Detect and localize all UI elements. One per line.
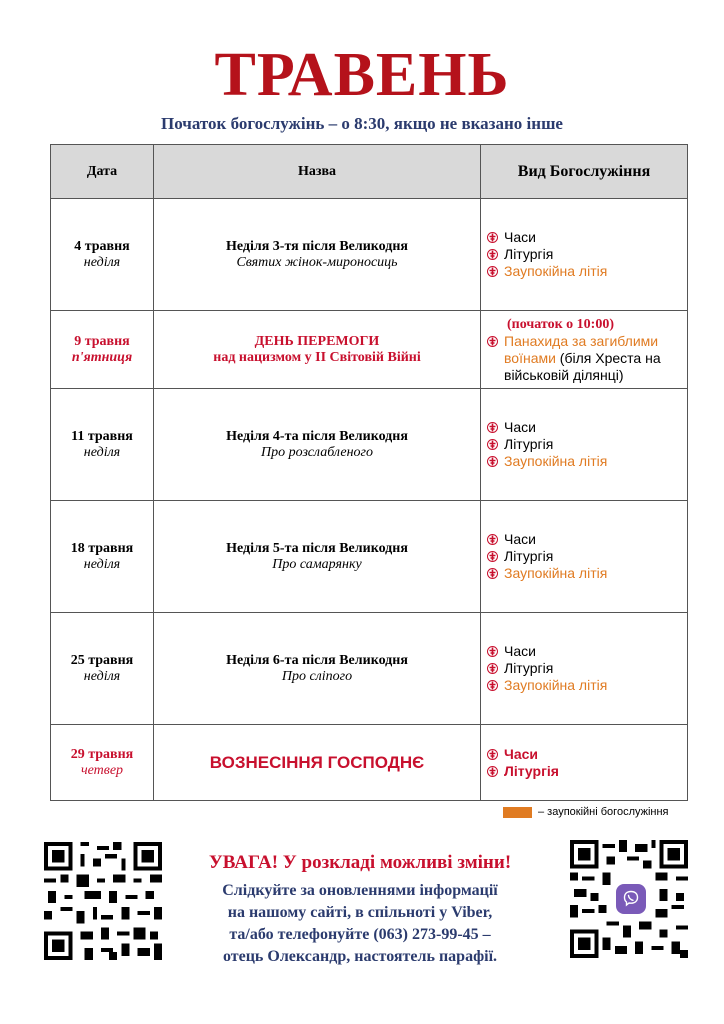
service-item xyxy=(487,677,687,694)
table-row xyxy=(51,613,688,725)
schedule-table xyxy=(50,144,688,801)
service-label: Часи xyxy=(504,419,536,435)
date-day: 9 травня xyxy=(74,333,130,349)
service-label: Часи xyxy=(504,643,536,659)
service-location: (біля Хреста на військовій ділянці) xyxy=(504,349,661,383)
orthodox-cross-icon xyxy=(487,646,498,657)
service-label: Заупокійна літія xyxy=(504,565,608,581)
feast-name: ВОЗНЕСІННЯ ГОСПОДНЄ xyxy=(209,752,425,772)
service-item xyxy=(487,333,687,384)
service-label: Літургія xyxy=(504,246,554,262)
date-weekday: неділя xyxy=(83,254,121,270)
date-cell xyxy=(51,725,154,801)
service-label: Літургія xyxy=(504,548,554,564)
date-day: 4 травня xyxy=(74,238,130,254)
service-item xyxy=(487,763,687,780)
table-row xyxy=(51,199,688,311)
table-header-row xyxy=(51,145,688,199)
date-cell xyxy=(51,613,154,725)
service-item xyxy=(487,419,687,436)
feast-name: Неділя 3-тя після Великодня xyxy=(225,238,409,254)
notice-block xyxy=(170,852,550,968)
feast-subname: Про самарянку xyxy=(272,556,362,572)
qr-code-icon[interactable] xyxy=(44,842,162,960)
column-header-service: Вид Богослужіння xyxy=(481,145,688,199)
date-day: 29 травня xyxy=(70,746,134,762)
date-cell xyxy=(51,389,154,501)
notice-line: отець Олександр, настоятель парафії. xyxy=(222,948,498,965)
page-subtitle: Початок богослужінь – о 8:30, якщо не вказано інше xyxy=(161,114,563,133)
column-header-date: Дата xyxy=(51,145,154,199)
notice-line: Слідкуйте за оновленнями інформації xyxy=(222,882,498,899)
page-title: ТРАВЕНЬ xyxy=(214,41,510,109)
date-weekday: неділя xyxy=(83,668,121,684)
feast-subname: над нацизмом у ІІ Світовій Війні xyxy=(213,349,421,365)
start-time-note: (початок о 10:00) xyxy=(507,316,614,332)
service-item xyxy=(487,436,687,453)
service-item xyxy=(487,660,687,677)
feast-subname: Про розслабленого xyxy=(261,444,373,460)
service-item xyxy=(487,453,687,470)
name-cell xyxy=(154,199,481,311)
service-item xyxy=(487,263,687,280)
date-weekday: п'ятниця xyxy=(71,349,133,365)
orthodox-cross-icon xyxy=(487,456,498,467)
name-cell xyxy=(154,501,481,613)
feast-name: ДЕНЬ ПЕРЕМОГИ xyxy=(254,333,380,349)
orthodox-cross-icon xyxy=(487,439,498,450)
service-label xyxy=(504,333,687,384)
orthodox-cross-icon xyxy=(487,422,498,433)
name-cell xyxy=(154,725,481,801)
orthodox-cross-icon xyxy=(487,232,498,243)
service-cell xyxy=(481,311,688,389)
service-label: Заупокійна літія xyxy=(504,677,608,693)
service-item xyxy=(487,246,687,263)
service-cell xyxy=(481,725,688,801)
service-cell xyxy=(481,613,688,725)
feast-name: Неділя 6-та після Великодня xyxy=(226,652,408,668)
date-day: 25 травня xyxy=(70,652,134,668)
legend-swatch xyxy=(503,807,532,818)
orthodox-cross-icon xyxy=(487,663,498,674)
service-label: Літургія xyxy=(504,762,559,779)
service-cell xyxy=(481,199,688,311)
name-cell xyxy=(154,311,481,389)
service-label: Часи xyxy=(504,531,536,547)
viber-icon xyxy=(616,884,646,914)
orthodox-cross-icon xyxy=(487,249,498,260)
service-item xyxy=(487,643,687,660)
table-row xyxy=(51,311,688,389)
service-cell xyxy=(481,501,688,613)
orthodox-cross-icon xyxy=(487,534,498,545)
service-label: Часи xyxy=(504,229,536,245)
service-label: Заупокійна літія xyxy=(504,453,608,469)
service-cell xyxy=(481,389,688,501)
table-row xyxy=(51,725,688,801)
orthodox-cross-icon xyxy=(487,551,498,562)
date-weekday: неділя xyxy=(83,556,121,572)
table-row xyxy=(51,501,688,613)
service-label: Часи xyxy=(504,745,539,762)
notice-line: та/або телефонуйте (063) 273-99-45 – xyxy=(229,926,491,943)
feast-subname: Святих жінок-мироносиць xyxy=(236,254,398,270)
legend-label: – заупокійні богослужіння xyxy=(538,806,669,818)
orthodox-cross-icon xyxy=(487,568,498,579)
service-item xyxy=(487,531,687,548)
service-label: Заупокійна літія xyxy=(504,263,608,279)
memorial-service-label: Панахида за загиблими воїнами xyxy=(504,332,659,366)
name-cell xyxy=(154,613,481,725)
date-cell xyxy=(51,199,154,311)
orthodox-cross-icon xyxy=(487,680,498,691)
orthodox-cross-icon xyxy=(487,266,498,277)
date-weekday: четвер xyxy=(80,762,124,778)
service-item xyxy=(487,746,687,763)
service-item xyxy=(487,548,687,565)
date-day: 11 травня xyxy=(71,428,133,444)
feast-name: Неділя 4-та після Великодня xyxy=(226,428,408,444)
date-day: 18 травня xyxy=(70,540,134,556)
notice-heading: УВАГА! У розкладі можливі зміни! xyxy=(208,852,512,873)
orthodox-cross-icon xyxy=(487,766,498,777)
service-label: Літургія xyxy=(504,436,554,452)
feast-subname: Про сліпого xyxy=(281,668,353,684)
table-row xyxy=(51,389,688,501)
notice-line: на нашому сайті, в спільноті у Viber, xyxy=(227,904,493,921)
legend xyxy=(503,806,669,818)
feast-name: Неділя 5-та після Великодня xyxy=(226,540,408,556)
service-label: Літургія xyxy=(504,660,554,676)
date-cell xyxy=(51,501,154,613)
service-item xyxy=(487,565,687,582)
orthodox-cross-icon xyxy=(487,749,498,760)
column-header-name: Назва xyxy=(154,145,481,199)
service-item xyxy=(487,229,687,246)
orthodox-cross-icon xyxy=(487,336,498,347)
name-cell xyxy=(154,389,481,501)
date-cell xyxy=(51,311,154,389)
date-weekday: неділя xyxy=(83,444,121,460)
